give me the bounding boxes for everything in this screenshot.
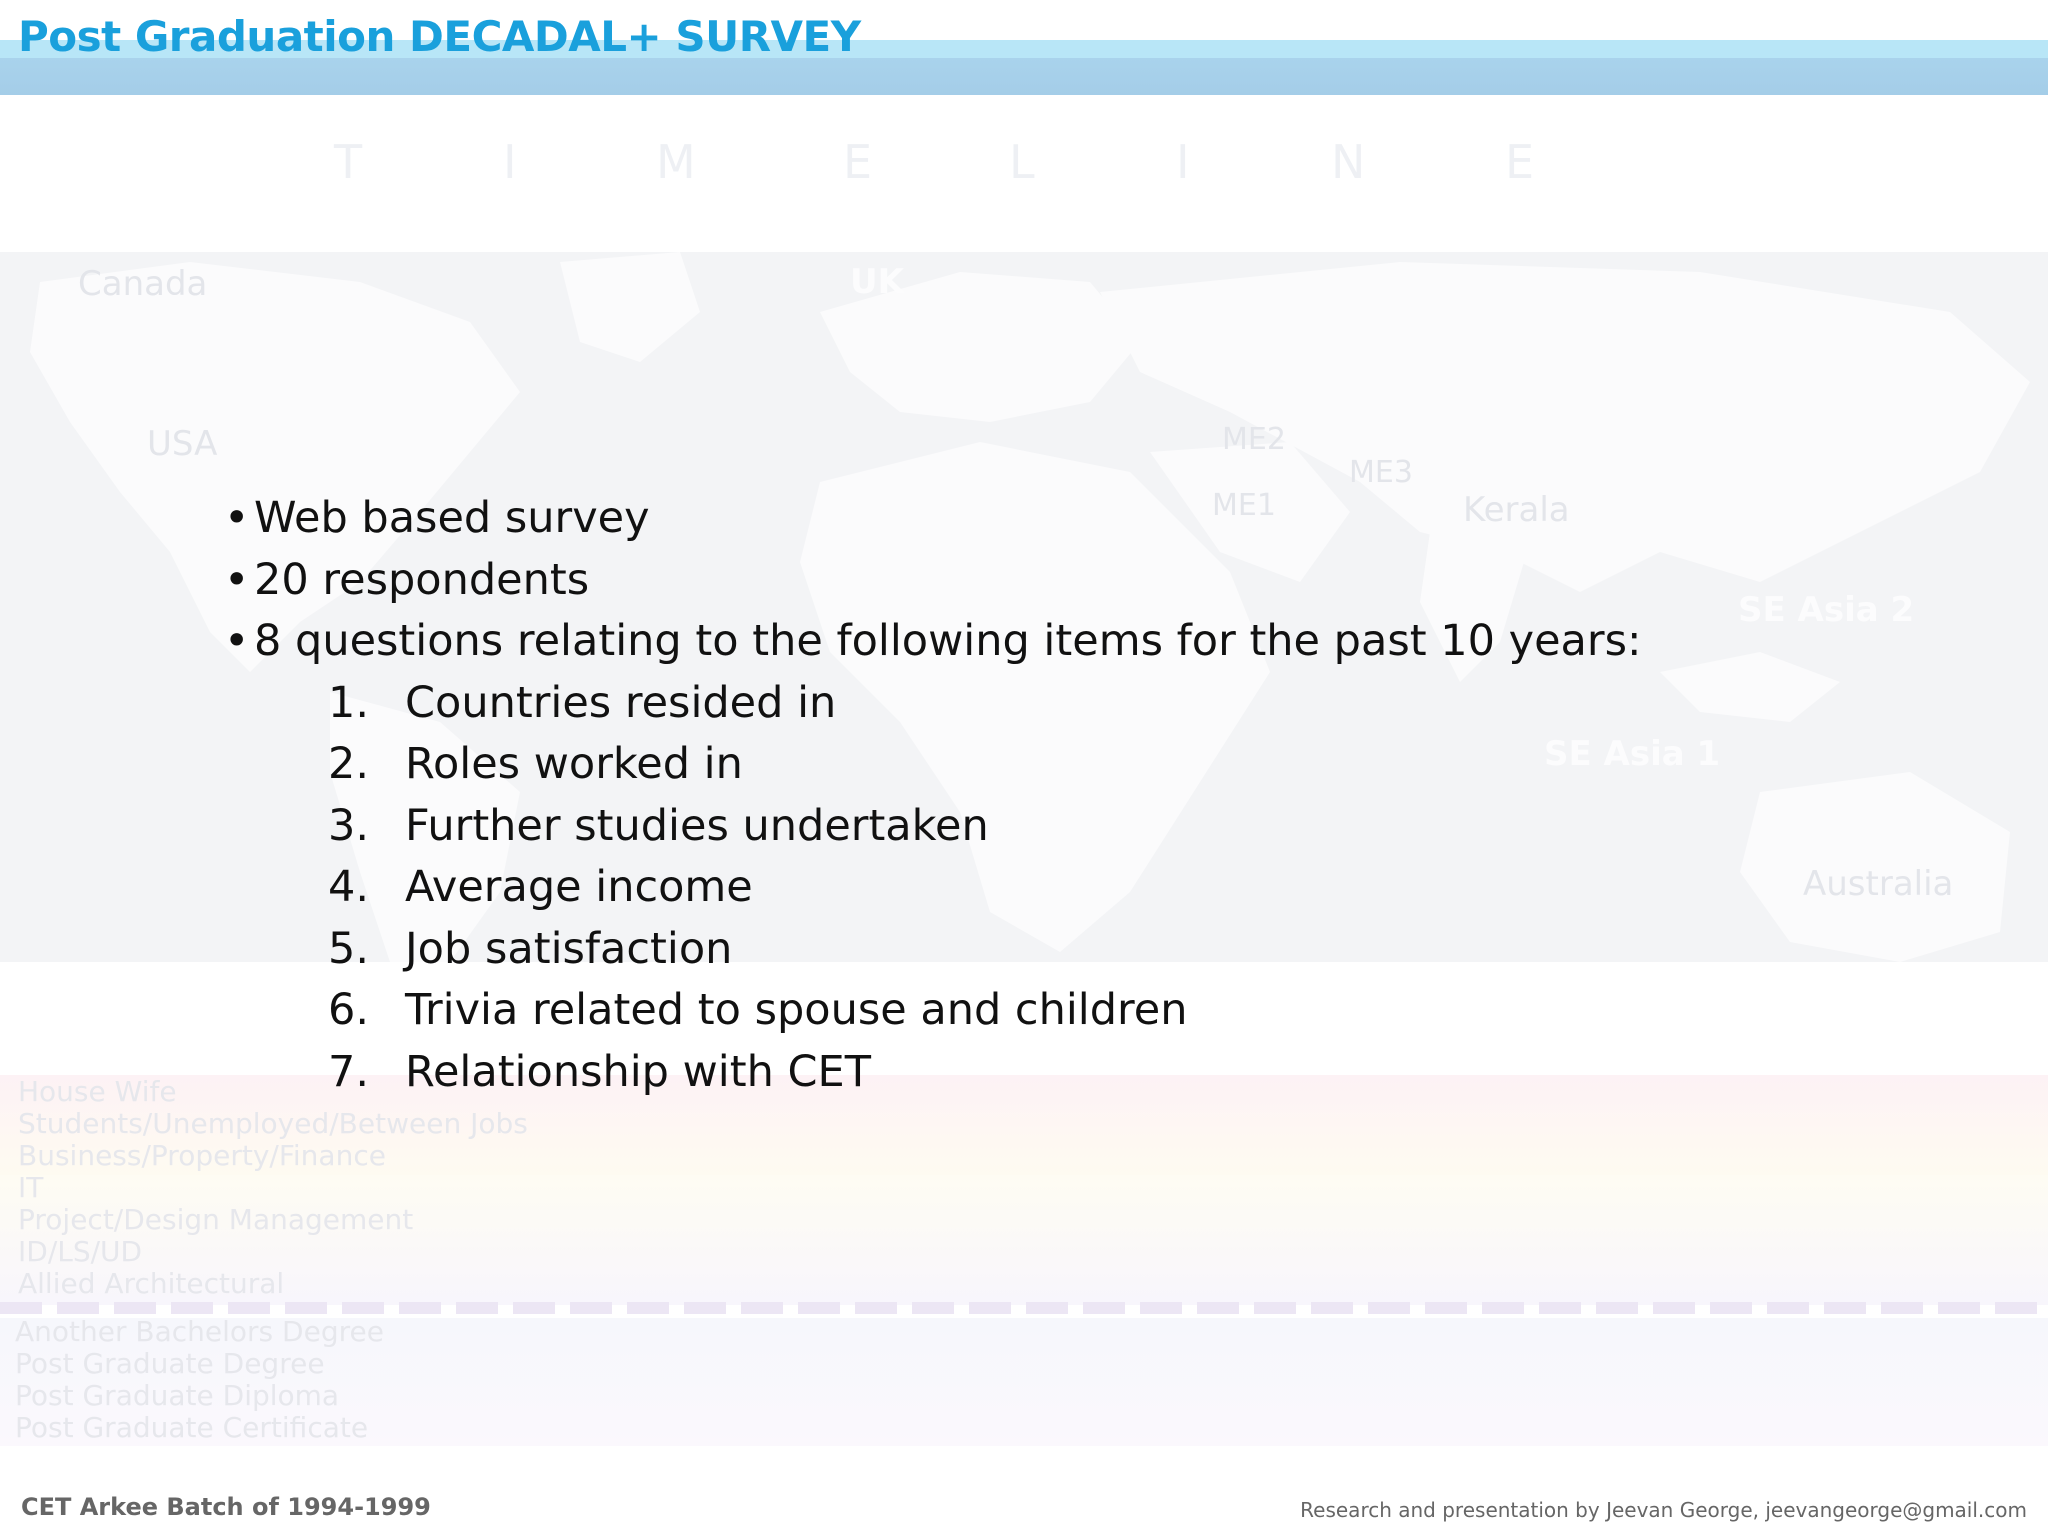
roles-list bbox=[18, 1076, 528, 1300]
item-text: Roles worked in bbox=[405, 739, 743, 789]
list-item bbox=[328, 857, 1924, 919]
timeline-letter: M bbox=[656, 135, 696, 189]
main-content bbox=[224, 488, 1924, 1103]
bullet-text: 8 questions relating to the following items for the past 10 years: bbox=[254, 616, 1642, 666]
timeline-letter: T bbox=[334, 135, 363, 189]
list-item: IT bbox=[18, 1171, 44, 1204]
bullet-item bbox=[224, 550, 1924, 612]
list-item: Post Graduate Certificate bbox=[15, 1411, 369, 1444]
timeline-letter: E bbox=[843, 135, 873, 189]
list-item: Post Graduate Degree bbox=[15, 1347, 325, 1380]
list-item: ID/LS/UD bbox=[18, 1235, 143, 1268]
bullet-text: Web based survey bbox=[254, 493, 650, 543]
bullet-icon: • bbox=[224, 554, 250, 605]
map-label-me2: ME2 bbox=[1222, 422, 1286, 457]
item-text: Further studies undertaken bbox=[405, 800, 989, 851]
list-item bbox=[328, 980, 1924, 1042]
bullet-text: 20 respondents bbox=[254, 554, 590, 605]
list-item: Students/Unemployed/Between Jobs bbox=[18, 1107, 528, 1140]
item-text: Trivia related to spouse and children bbox=[405, 985, 1188, 1035]
item-text: Relationship with CET bbox=[405, 1046, 871, 1097]
bullet-list bbox=[224, 488, 1924, 673]
map-label-se-asia-1: SE Asia 1 bbox=[1544, 734, 1721, 774]
map-label-uk: UK bbox=[850, 262, 904, 302]
list-item bbox=[328, 1042, 1924, 1104]
map-label-australia: Australia bbox=[1803, 864, 1954, 904]
item-text: Job satisfaction bbox=[405, 923, 733, 974]
footer-credit: Research and presentation by Jeevan George, jeevangeorge@gmail.com bbox=[1300, 1498, 2027, 1522]
footer-batch: CET Arkee Batch of 1994-1999 bbox=[21, 1493, 431, 1521]
list-item bbox=[328, 796, 1924, 858]
bullet-icon: • bbox=[224, 616, 250, 666]
list-item: Another Bachelors Degree bbox=[15, 1315, 384, 1348]
list-item: House Wife bbox=[18, 1075, 177, 1108]
item-number: 7. bbox=[328, 1046, 370, 1097]
map-label-me3: ME3 bbox=[1349, 455, 1413, 490]
bullet-item bbox=[224, 488, 1924, 550]
list-item bbox=[328, 919, 1924, 981]
timeline-letter: E bbox=[1505, 135, 1535, 189]
page-title: Post Graduation DECADAL+ SURVEY bbox=[18, 12, 861, 61]
item-number: 4. bbox=[328, 862, 370, 912]
item-text: Countries resided in bbox=[405, 677, 837, 728]
timeline-letter: I bbox=[1176, 135, 1190, 189]
list-item bbox=[328, 734, 1924, 796]
item-number: 1. bbox=[328, 677, 370, 728]
dashed-divider bbox=[0, 1302, 2040, 1314]
list-item: Project/Design Management bbox=[18, 1203, 414, 1236]
item-text: Average income bbox=[405, 862, 753, 912]
bullet-item bbox=[224, 611, 1924, 673]
timeline-letter: L bbox=[1009, 135, 1035, 189]
list-item: Allied Architectural bbox=[18, 1267, 285, 1300]
list-item: Business/Property/Finance bbox=[18, 1139, 386, 1172]
map-label-kerala: Kerala bbox=[1463, 490, 1570, 530]
timeline-letter: N bbox=[1331, 135, 1366, 189]
question-items-list bbox=[224, 673, 1924, 1104]
map-label-se-asia-2: SE Asia 2 bbox=[1738, 590, 1915, 630]
bullet-icon: • bbox=[224, 493, 250, 543]
timeline-watermark bbox=[0, 135, 2048, 195]
item-number: 2. bbox=[328, 739, 370, 789]
map-label-usa: USA bbox=[147, 424, 218, 464]
item-number: 3. bbox=[328, 800, 370, 851]
item-number: 6. bbox=[328, 985, 370, 1035]
list-item bbox=[328, 673, 1924, 735]
timeline-letter: I bbox=[503, 135, 517, 189]
studies-list bbox=[15, 1316, 384, 1444]
map-label-me1: ME1 bbox=[1212, 488, 1276, 523]
list-item: Post Graduate Diploma bbox=[15, 1379, 340, 1412]
map-label-canada: Canada bbox=[78, 264, 208, 304]
item-number: 5. bbox=[328, 923, 370, 974]
